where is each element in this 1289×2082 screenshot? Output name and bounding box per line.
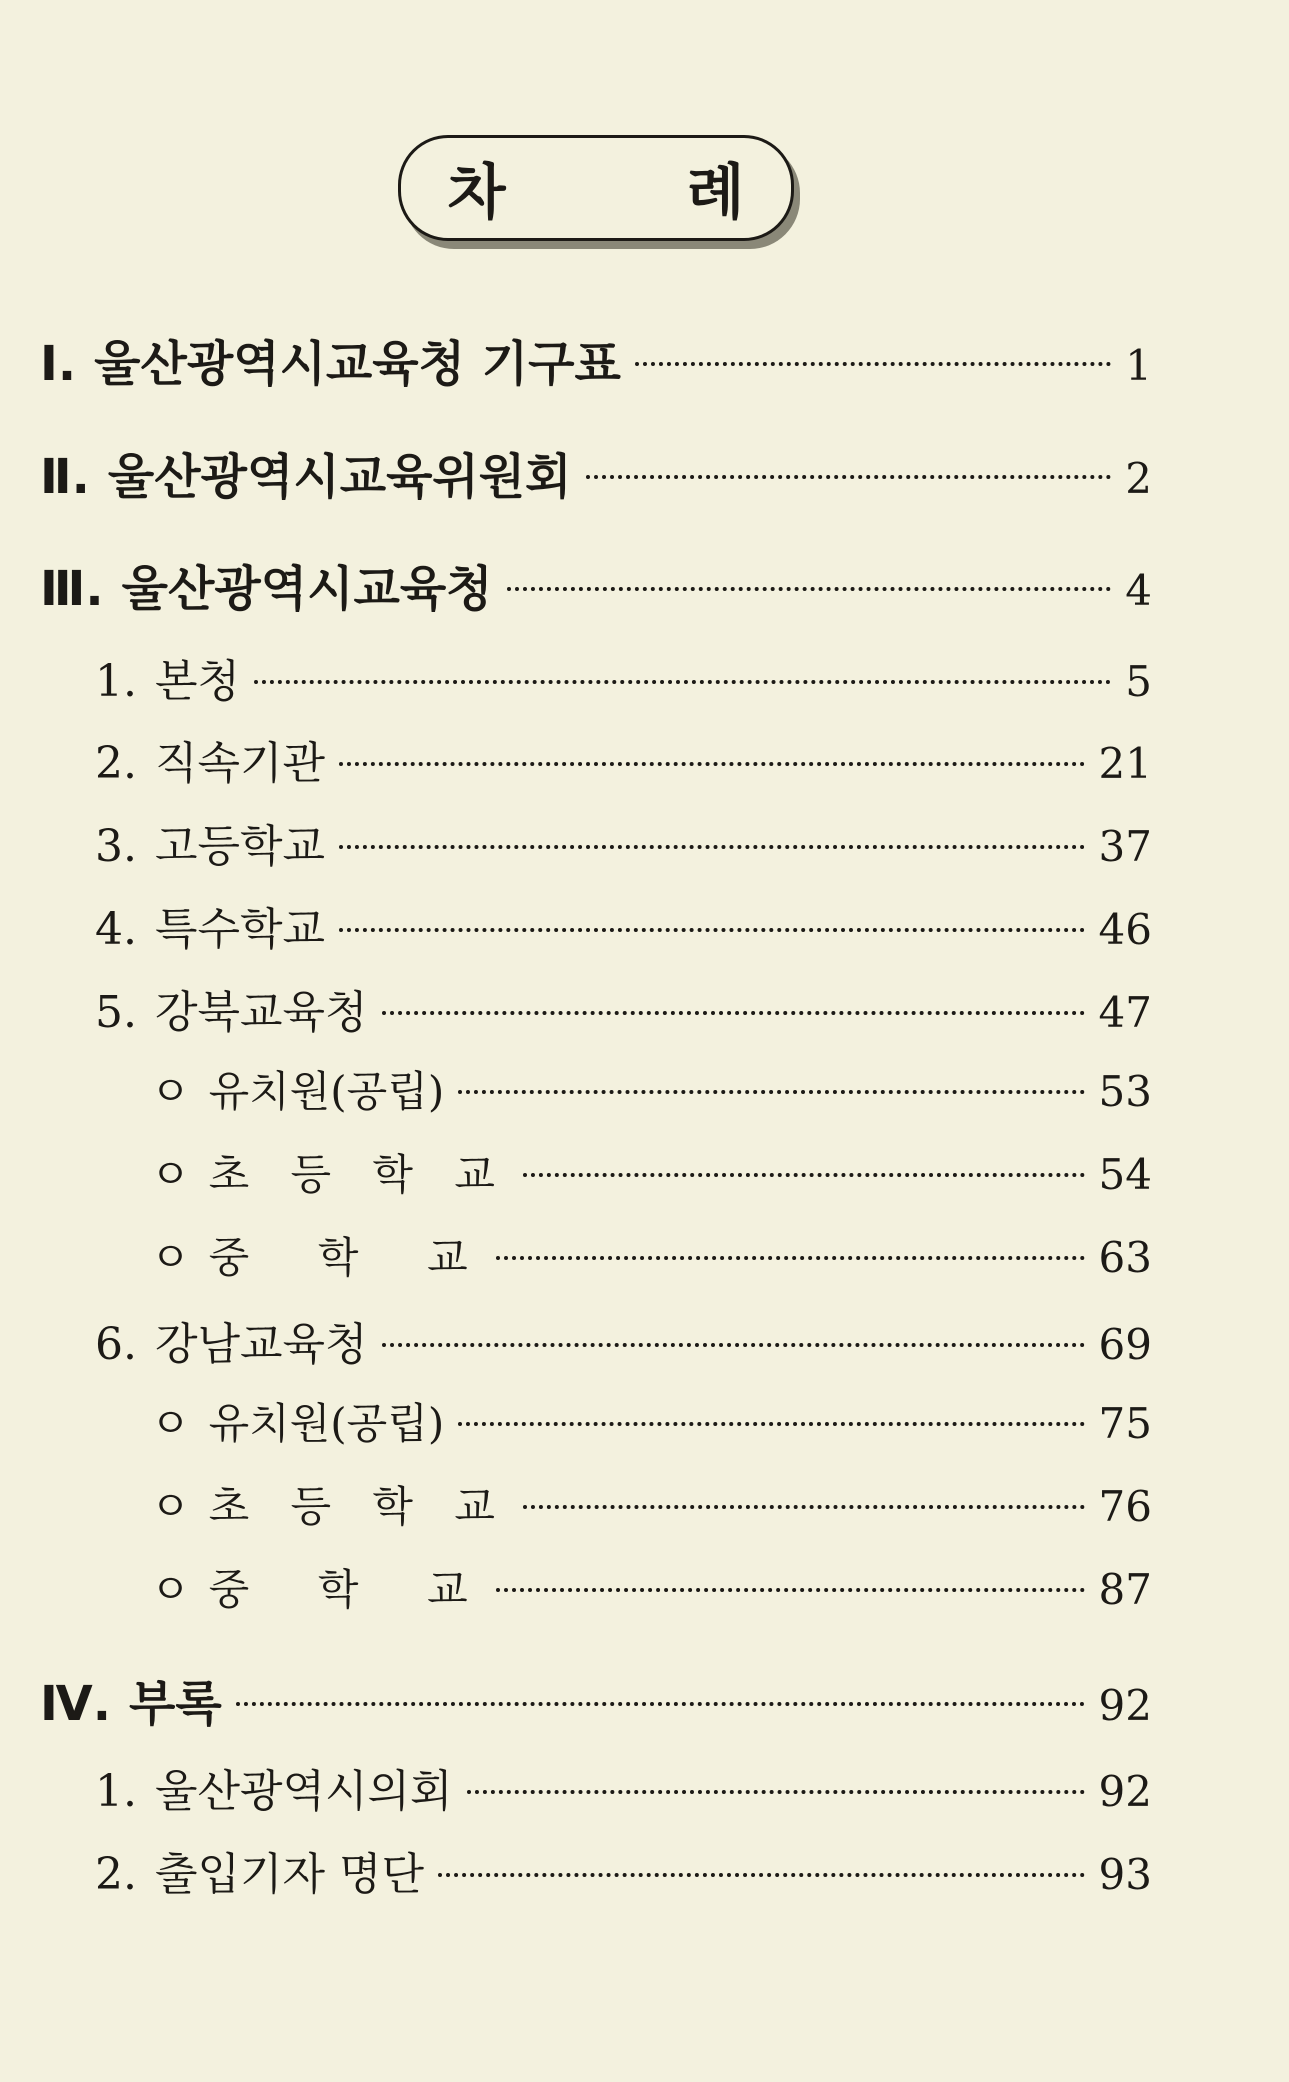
- entry-bullet: ㅇ: [150, 1067, 191, 1116]
- entry-number: 4.: [95, 904, 137, 955]
- dot-leader: [635, 362, 1111, 366]
- entry-label: 직속기관: [154, 738, 325, 789]
- entry-page: 75: [1098, 1399, 1152, 1448]
- entry-label: 강남교육청: [154, 1319, 368, 1370]
- toc-entry: [150, 1059, 1152, 1119]
- entry-page: 1: [1125, 341, 1152, 390]
- toc-entry: [150, 1225, 1152, 1285]
- entry-bullet: ㅇ: [150, 1482, 191, 1531]
- entry-bullet: ㅇ: [150, 1233, 191, 1282]
- toc-entry: [40, 1665, 1152, 1734]
- dot-leader: [458, 1090, 1084, 1094]
- dot-leader: [523, 1505, 1085, 1509]
- dot-leader: [496, 1256, 1085, 1260]
- entry-page: 53: [1098, 1067, 1152, 1116]
- entry-number: Ⅱ.: [40, 449, 90, 505]
- entry-bullet: ㅇ: [150, 1399, 191, 1448]
- entry-number: 1.: [95, 656, 137, 707]
- entry-number: 2.: [95, 738, 137, 789]
- dot-leader: [438, 1873, 1085, 1877]
- dot-leader: [339, 845, 1085, 849]
- dot-leader: [523, 1173, 1085, 1177]
- dot-leader: [458, 1422, 1084, 1426]
- entry-page: 87: [1098, 1565, 1152, 1614]
- entry-page: 37: [1098, 822, 1152, 871]
- entry-label: 부록: [128, 1676, 222, 1732]
- entry-label: 울산광역시교육청: [121, 561, 493, 617]
- entry-label: 강북교육청: [154, 987, 368, 1038]
- entry-label: 유치원(공립): [208, 1399, 445, 1448]
- entry-label: 초 등 학 교: [208, 1482, 509, 1531]
- entry-label: 울산광역시교육위원회: [107, 449, 572, 505]
- entry-bullet: ㅇ: [150, 1565, 191, 1614]
- dot-leader: [496, 1588, 1085, 1592]
- toc-entry: [95, 893, 1152, 957]
- dot-leader: [382, 1343, 1085, 1347]
- entry-label: 고등학교: [154, 821, 325, 872]
- entry-number: 6.: [95, 1319, 137, 1370]
- toc-entry: [95, 645, 1152, 709]
- dot-leader: [254, 680, 1111, 684]
- entry-label: 출입기자 명단: [154, 1849, 424, 1900]
- entry-page: 92: [1098, 1767, 1152, 1816]
- toc-entry: [95, 1755, 1152, 1819]
- entry-label: 중 학 교: [208, 1233, 482, 1282]
- entry-number: 1.: [95, 1766, 137, 1817]
- entry-bullet: ㅇ: [150, 1150, 191, 1199]
- entry-page: 69: [1098, 1320, 1152, 1369]
- dot-leader: [507, 587, 1112, 591]
- dot-leader: [339, 762, 1085, 766]
- entry-number: 3.: [95, 821, 137, 872]
- dot-leader: [382, 1011, 1085, 1015]
- toc-entry: [95, 976, 1152, 1040]
- entry-page: 21: [1098, 739, 1152, 788]
- entry-page: 92: [1098, 1681, 1152, 1730]
- dot-leader: [339, 928, 1085, 932]
- entry-label: 울산광역시교육청 기구표: [94, 336, 621, 392]
- toc-entry: [95, 810, 1152, 874]
- entry-label: 특수학교: [154, 904, 325, 955]
- toc-entry: [95, 1308, 1152, 1372]
- entry-label: 유치원(공립): [208, 1067, 445, 1116]
- entry-number: Ⅰ.: [40, 336, 77, 392]
- entry-page: 46: [1098, 905, 1152, 954]
- entry-number: Ⅲ.: [40, 561, 104, 617]
- toc-entry: [150, 1142, 1152, 1202]
- toc-entry: [40, 325, 1152, 394]
- entry-label: 울산광역시의회: [154, 1766, 453, 1817]
- entry-page: 76: [1098, 1482, 1152, 1531]
- title-box: [398, 135, 825, 241]
- toc-entry: [95, 727, 1152, 791]
- entry-page: 63: [1098, 1233, 1152, 1282]
- entry-number: 2.: [95, 1849, 137, 1900]
- toc-entry: [40, 438, 1152, 507]
- entry-label: 초 등 학 교: [208, 1150, 509, 1199]
- entry-page: 93: [1098, 1850, 1152, 1899]
- entry-page: 2: [1125, 454, 1152, 503]
- entry-number: 5.: [95, 987, 137, 1038]
- page-title: 차 례: [447, 158, 825, 228]
- dot-leader: [467, 1790, 1085, 1794]
- entry-label: 중 학 교: [208, 1565, 482, 1614]
- dot-leader: [586, 475, 1112, 479]
- entry-page: 54: [1098, 1150, 1152, 1199]
- entry-page: 4: [1125, 566, 1152, 615]
- entry-page: 5: [1125, 657, 1152, 706]
- dot-leader: [236, 1702, 1085, 1706]
- toc-entry: [40, 550, 1152, 619]
- toc-entry: [150, 1474, 1152, 1534]
- toc-entry: [95, 1838, 1152, 1902]
- entry-page: 47: [1098, 988, 1152, 1037]
- toc-entry: [150, 1557, 1152, 1617]
- toc-entry: [150, 1391, 1152, 1451]
- entry-label: 본청: [154, 656, 240, 707]
- entry-number: Ⅳ.: [40, 1676, 111, 1732]
